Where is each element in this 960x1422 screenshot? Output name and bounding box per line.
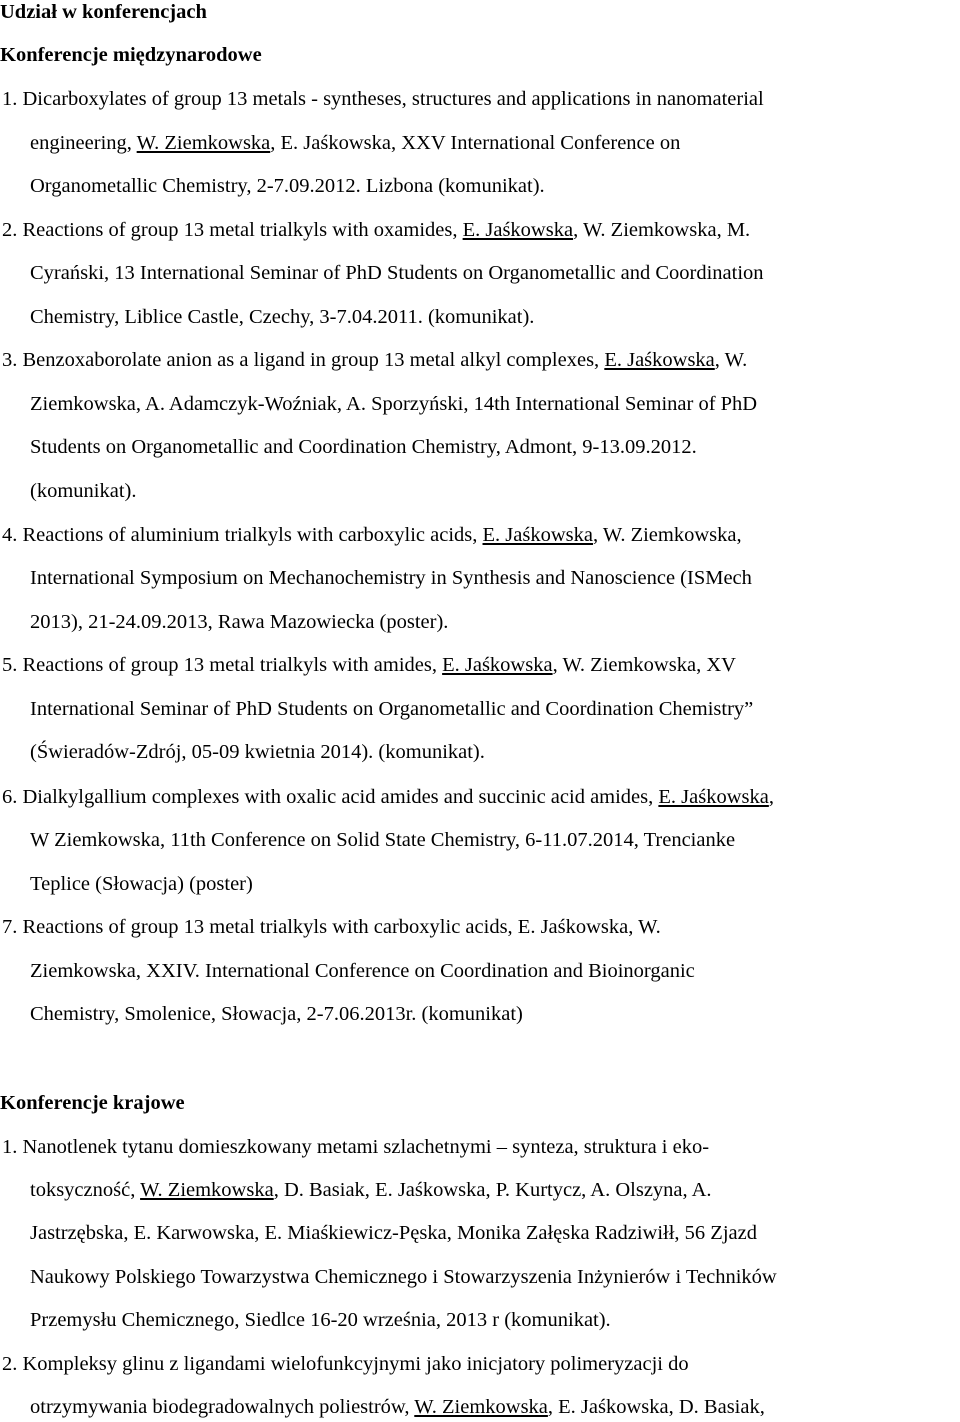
- list-item-line: Cyrański, 13 International Seminar of PhD Students on Organometallic and Coordination: [30, 262, 764, 284]
- list-item-line: 5. Reactions of group 13 metal trialkyls with amides, E. Jaśkowska, W. Ziemkowska, XV: [2, 654, 736, 676]
- list-item-line: 2013), 21-24.09.2013, Rawa Mazowiecka (poster).: [30, 611, 449, 633]
- underlined-author: E. Jaśkowska: [442, 654, 553, 676]
- underlined-author: W. Ziemkowska: [136, 132, 271, 154]
- underlined-author: E. Jaśkowska: [604, 349, 715, 371]
- list-item-line: 1. Dicarboxylates of group 13 metals - syntheses, structures and applications in nanomaterial: [2, 88, 764, 110]
- list-item-line: engineering, W. Ziemkowska, E. Jaśkowska, XXV International Conference on: [30, 132, 681, 154]
- underlined-author: E. Jaśkowska: [462, 219, 574, 241]
- international-heading: Konferencje międzynarodowe: [0, 44, 262, 66]
- list-item-line: Chemistry, Smolenice, Słowacja, 2-7.06.2013r. (komunikat): [30, 1003, 523, 1025]
- list-item-line: Teplice (Słowacja) (poster): [30, 873, 253, 895]
- list-item-line: (komunikat).: [30, 480, 137, 502]
- list-item-line: International Symposium on Mechanochemistry in Synthesis and Nanoscience (ISMech: [30, 567, 752, 589]
- list-item-line: Ziemkowska, XXIV. International Conference on Coordination and Bioinorganic: [30, 960, 695, 982]
- list-item-line: otrzymywania biodegradowalnych poliestrów, W. Ziemkowska, E. Jaśkowska, D. Basiak,: [30, 1396, 765, 1418]
- list-item-line: W Ziemkowska, 11th Conference on Solid State Chemistry, 6-11.07.2014, Trencianke: [30, 829, 736, 851]
- list-item-line: (Świeradów-Zdrój, 05-09 kwietnia 2014). (komunikat).: [30, 741, 485, 763]
- list-item-line: Chemistry, Liblice Castle, Czechy, 3-7.04.2011. (komunikat).: [30, 306, 535, 328]
- list-item-line: 4. Reactions of aluminium trialkyls with carboxylic acids, E. Jaśkowska, W. Ziemkowska,: [2, 524, 742, 546]
- list-item-line: Ziemkowska, A. Adamczyk-Woźniak, A. Sporzyński, 14th International Seminar of PhD: [30, 393, 758, 415]
- list-item-line: 3. Benzoxaborolate anion as a ligand in group 13 metal alkyl complexes, E. Jaśkowska, W.: [2, 349, 748, 371]
- list-item-line: Naukowy Polskiego Towarzystwa Chemicznego i Stowarzyszenia Inżynierów i Techników: [30, 1266, 777, 1288]
- list-item-line: toksyczność, W. Ziemkowska, D. Basiak, E. Jaśkowska, P. Kurtycz, A. Olszyna, A.: [30, 1179, 712, 1201]
- list-item-line: Jastrzębska, E. Karwowska, E. Miaśkiewicz-Pęska, Monika Załęska Radziwiłł, 56 Zjazd: [30, 1222, 757, 1244]
- list-item-line: 7. Reactions of group 13 metal trialkyls with carboxylic acids, E. Jaśkowska, W.: [2, 916, 661, 938]
- underlined-author: W. Ziemkowska: [140, 1179, 274, 1201]
- national-heading: Konferencje krajowe: [0, 1092, 185, 1114]
- underlined-author: E. Jaśkowska: [482, 524, 593, 546]
- list-item-line: International Seminar of PhD Students on Organometallic and Coordination Chemistry”: [30, 698, 754, 720]
- list-item-line: 2. Reactions of group 13 metal trialkyls with oxamides, E. Jaśkowska, W. Ziemkowska, M.: [2, 219, 751, 241]
- underlined-author: W. Ziemkowska: [414, 1396, 548, 1418]
- list-item-line: Students on Organometallic and Coordination Chemistry, Admont, 9-13.09.2012.: [30, 436, 697, 458]
- list-item-line: 2. Kompleksy glinu z ligandami wielofunkcyjnymi jako inicjatory polimeryzacji do: [2, 1353, 689, 1375]
- list-item-line: Organometallic Chemistry, 2-7.09.2012. Lizbona (komunikat).: [30, 175, 545, 197]
- section-title: Udział w konferencjach: [0, 1, 207, 23]
- list-item-line: 6. Dialkylgallium complexes with oxalic acid amides and succinic acid amides, E. Jaśkowska,: [2, 786, 774, 808]
- list-item-line: 1. Nanotlenek tytanu domieszkowany metami szlachetnymi – synteza, struktura i eko-: [2, 1136, 710, 1158]
- underlined-author: E. Jaśkowska: [658, 786, 769, 808]
- list-item-line: Przemysłu Chemicznego, Siedlce 16-20 września, 2013 r (komunikat).: [30, 1309, 611, 1331]
